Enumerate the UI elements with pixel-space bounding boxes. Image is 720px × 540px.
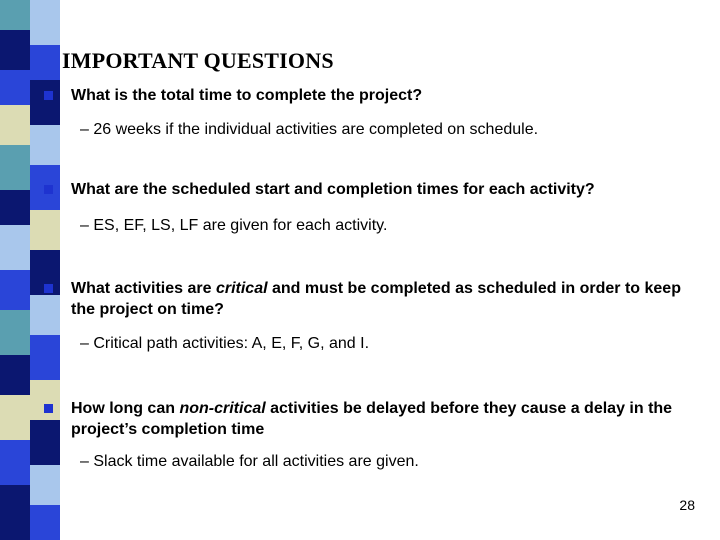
stripe-block (0, 0, 30, 30)
stripe-block (30, 335, 60, 380)
slide-title: IMPORTANT QUESTIONS (62, 48, 334, 73)
bullet-square-icon (44, 404, 53, 413)
answer-4: – Slack time available for all activities are given. (80, 453, 419, 470)
stripe-block (30, 45, 60, 80)
bullet-square-icon (44, 284, 53, 293)
stripe-block (30, 420, 60, 465)
stripe-block (0, 190, 30, 225)
stripe-block (0, 145, 30, 190)
stripe-block (30, 465, 60, 505)
bullet-square-icon (44, 91, 53, 100)
stripe-block (0, 355, 30, 395)
page-number: 28 (679, 497, 695, 513)
stripe-block (0, 395, 30, 440)
stripe-block (0, 30, 30, 70)
answer-1: – 26 weeks if the individual activities are completed on schedule. (80, 121, 539, 138)
stripe-block (30, 210, 60, 250)
stripe-block (30, 380, 60, 420)
stripe-block (0, 105, 30, 145)
question-2: What are the scheduled start and completion times for each activity? (71, 181, 595, 198)
question-4: How long can non-critical activities be delayed before they cause a delay in the project’s completion time (71, 400, 673, 438)
stripe-block (0, 70, 30, 105)
stripe-block (0, 310, 30, 355)
stripe-block (30, 0, 60, 45)
bullet-square-icon (44, 185, 53, 194)
stripe-block (30, 80, 60, 125)
stripe-block (30, 505, 60, 540)
stripe-block (0, 485, 30, 540)
question-1: What is the total time to complete the project? (71, 87, 423, 104)
stripe-block (0, 270, 30, 310)
question-3: What activities are critical and must be completed as scheduled in order to keep the project on time? (71, 280, 681, 318)
stripe-block (0, 440, 30, 485)
answer-2: – ES, EF, LS, LF are given for each activity. (80, 217, 388, 234)
stripe-block (30, 295, 60, 335)
stripe-block (0, 225, 30, 270)
answer-3: – Critical path activities: A, E, F, G, and I. (80, 335, 370, 352)
decorative-stripe (0, 0, 60, 540)
stripe-block (30, 125, 60, 165)
